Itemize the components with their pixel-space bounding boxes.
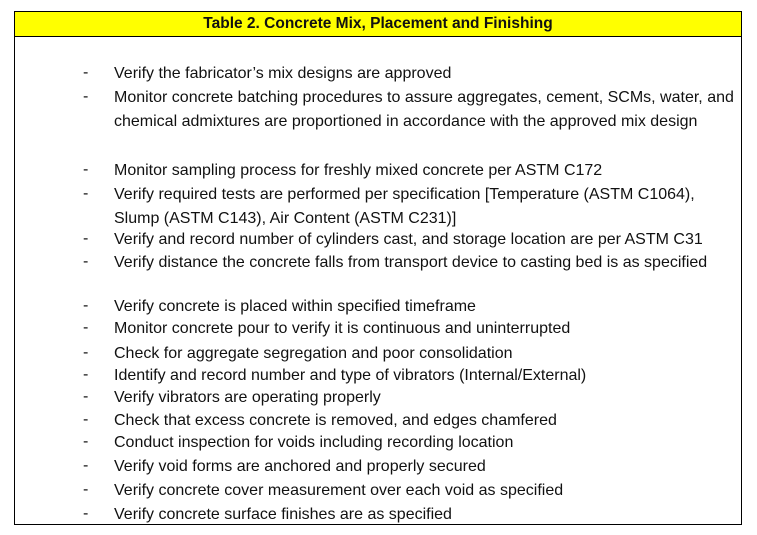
bullet-dash: - bbox=[83, 185, 89, 202]
item-text: Identify and record number and type of vibrators (Internal/External) bbox=[114, 367, 587, 384]
bullet-dash: - bbox=[83, 457, 89, 474]
item-text: Verify and record number of cylinders cast, and storage location are per ASTM C31 bbox=[114, 231, 703, 248]
item-text: Check for aggregate segregation and poor consolidation bbox=[114, 345, 513, 362]
checklist-table bbox=[14, 11, 742, 525]
item-text: Monitor sampling process for freshly mixed concrete per ASTM C172 bbox=[114, 162, 603, 179]
bullet-dash: - bbox=[83, 88, 89, 105]
bullet-dash: - bbox=[83, 161, 89, 178]
item-text: Conduct inspection for voids including recording location bbox=[114, 434, 514, 451]
item-text: Check that excess concrete is removed, and edges chamfered bbox=[114, 412, 557, 429]
bullet-dash: - bbox=[83, 481, 89, 498]
bullet-dash: - bbox=[83, 230, 89, 247]
item-text: Verify vibrators are operating properly bbox=[114, 389, 381, 406]
bullet-dash: - bbox=[83, 297, 89, 314]
item-text: Verify the fabricator’s mix designs are approved bbox=[114, 65, 452, 82]
item-text: Verify distance the concrete falls from transport device to casting bed is as specified bbox=[114, 254, 708, 271]
item-text: Verify concrete surface finishes are as specified bbox=[114, 506, 452, 523]
item-text: Verify concrete cover measurement over each void as specified bbox=[114, 482, 564, 499]
item-text: Verify required tests are performed per specification [Temperature (ASTM C1064), Slump (ASTM C143), Air Content (ASTM C231)] bbox=[114, 186, 695, 227]
item-text: Verify void forms are anchored and properly secured bbox=[114, 458, 486, 475]
item-text: Monitor concrete batching procedures to assure aggregates, cement, SCMs, water, and chemical admixtures are proportioned in accordance with the approved mix design bbox=[114, 89, 734, 130]
item-text: Verify concrete is placed within specified timeframe bbox=[114, 298, 476, 315]
bullet-dash: - bbox=[83, 388, 89, 405]
bullet-dash: - bbox=[83, 505, 89, 522]
bullet-dash: - bbox=[83, 366, 89, 383]
bullet-dash: - bbox=[83, 253, 89, 270]
bullet-dash: - bbox=[83, 344, 89, 361]
bullet-dash: - bbox=[83, 64, 89, 81]
bullet-dash: - bbox=[83, 433, 89, 450]
bullet-dash: - bbox=[83, 411, 89, 428]
item-text: Monitor concrete pour to verify it is continuous and uninterrupted bbox=[114, 320, 571, 337]
table-title: Table 2. Concrete Mix, Placement and Finishing bbox=[15, 12, 741, 37]
bullet-dash: - bbox=[83, 319, 89, 336]
